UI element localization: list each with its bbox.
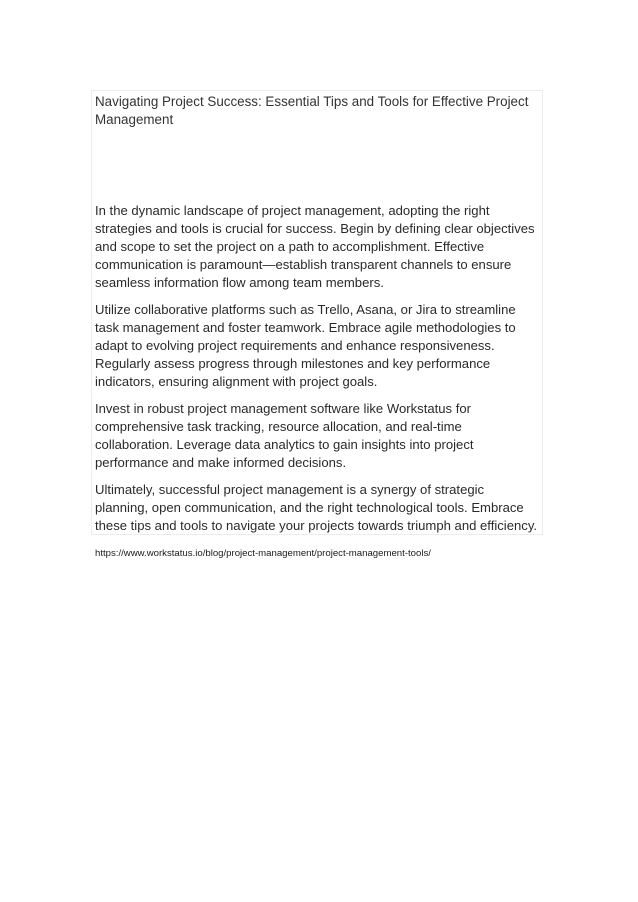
source-url-link[interactable]: https://www.workstatus.io/blog/project-management/project-management-tools/ [95,548,431,559]
paragraph-collaboration: Utilize collaborative platforms such as Trello, Asana, or Jira to streamline task management and foster teamwork. Embrace agile methodologies to adapt to evolving project requirements and enhance responsiveness. Regularly assess progress through milestones and key performance indicators, ensuring alignment with project goals. [95,302,516,389]
paragraph-conclusion: Ultimately, successful project management is a synergy of strategic planning, open communication, and the right technological tools. Embrace these tips and tools to navigate your projects towards triumph and efficiency. [95,482,538,533]
document-body [95,202,540,544]
paragraph-software: Invest in robust project management software like Workstatus for comprehensive task tracking, resource allocation, and real-time collaboration. Leverage data analytics to gain insights into project performance and make informed decisions. [95,401,474,470]
document-title: Navigating Project Success: Essential Tips and Tools for Effective Project Management [95,94,529,127]
paragraph-intro: In the dynamic landscape of project management, adopting the right strategies and tools is crucial for success. Begin by defining clear objectives and scope to set the project on a path to accomplishment. Effective communication is paramount—establish transparent channels to ensure seamless information flow among team members. [95,203,535,290]
